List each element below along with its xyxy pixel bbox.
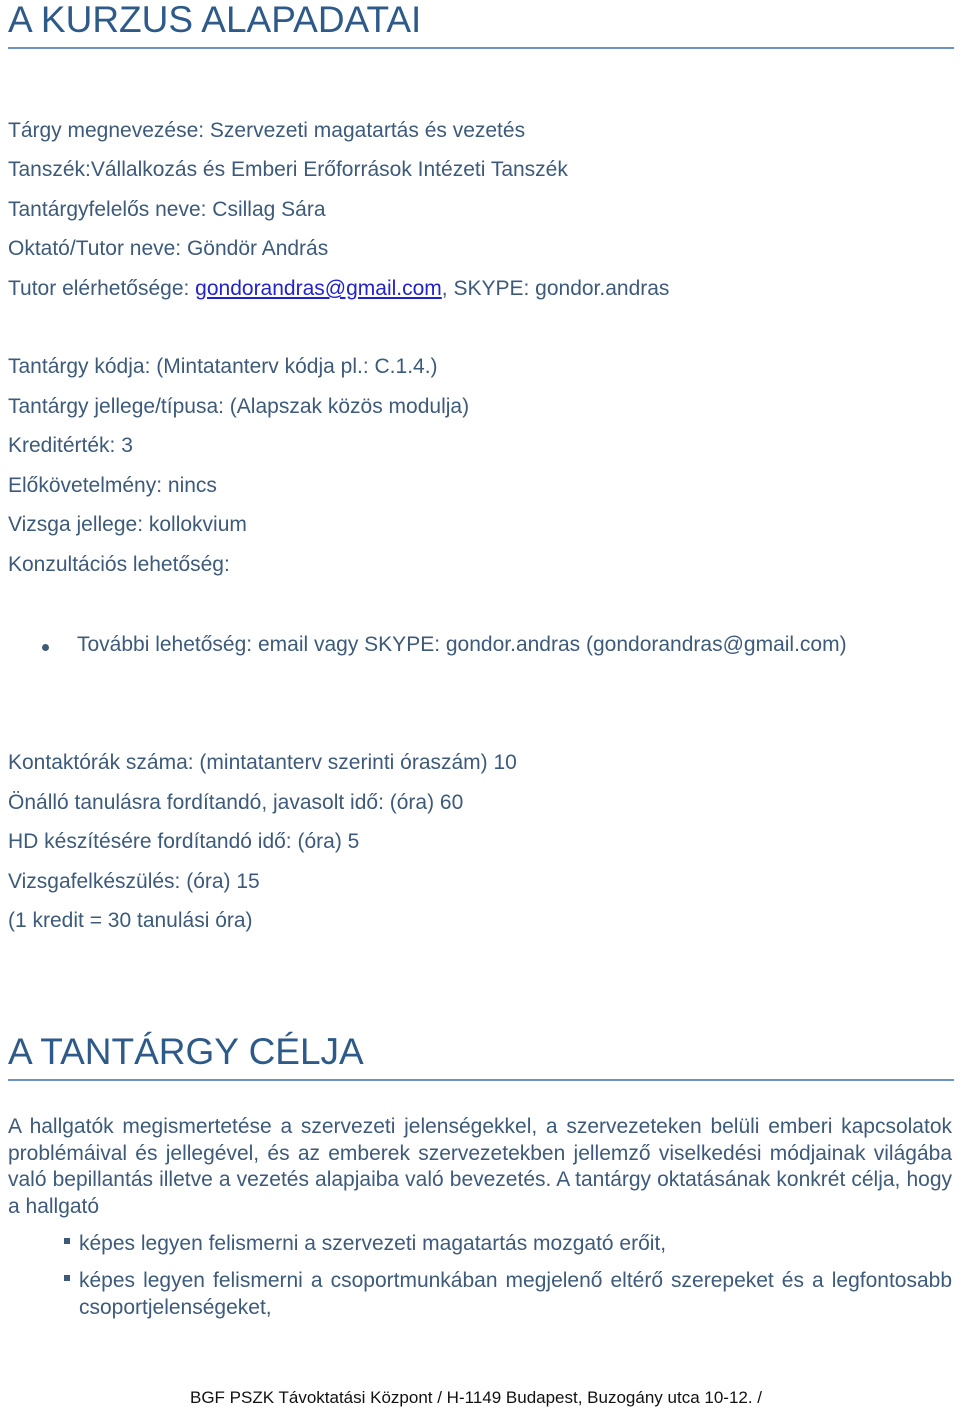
kreditertek: Kreditérték: 3 [8,434,133,457]
section-title-tantargy-celja: A TANTÁRGY CÉLJA [8,1032,954,1081]
vizsgafelkeszules: Vizsgafelkészülés: (óra) 15 [8,870,260,893]
onallo-tanulas: Önálló tanulásra fordítandó, javasolt idő: (óra) 60 [8,791,464,814]
section-title-kurzus-alapadatai: A KURZUS ALAPADATAI [8,0,954,49]
kredit-ora-megjegyzes: (1 kredit = 30 tanulási óra) [8,909,253,932]
tutor-elerhetoseg-label: Tutor elérhetősége: [8,277,196,300]
tutor-elerhetoseg [8,276,669,302]
konzultacios-lehetoseg: Konzultációs lehetőség: [8,553,230,576]
oktato-tutor: Oktató/Tutor neve: Göndör András [8,237,329,260]
tantargy-kod: Tantárgy kódja: (Mintatanterv kódja pl.: C.1.4.) [8,355,438,378]
elokovetelmeny: Előkövetelmény: nincs [8,474,217,497]
square-bullet [64,1275,70,1281]
tantargy-jelleg: Tantárgy jellege/típusa: (Alapszak közös modulja) [8,395,470,418]
cel-bekezdes: A hallgatók megismertetése a szervezeti jelenségekkel, a szervezeteken belüli emberi kapcsolatok problémáival és jellegével, és az emberek szervezetekben jellemző viselkedési módjainak világába való bepillantás illetve a vezetés alapjaiba való bevezetés. A tantárgy oktatásának konkrét célja, hogy a hallgató [8,1115,952,1218]
targy-megnevezese: Tárgy megnevezése: Szervezeti magatartás és vezetés [8,119,526,142]
cel-lista-elem: képes legyen felismerni a csoportmunkában megjelenő eltérő szerepeket és a legfontosabb csoportjelenségeket, [79,1269,952,1319]
tantargyfelelos: Tantárgyfelelős neve: Csillag Sára [8,198,326,221]
square-bullet [64,1238,70,1244]
cel-lista-elem: képes legyen felismerni a szervezeti magatartás mozgató erőit, [79,1232,667,1255]
tanszek: Tanszék:Vállalkozás és Emberi Erőforrások Intézeti Tanszék [8,158,568,181]
tutor-email-link[interactable]: gondorandras@gmail.com [195,277,442,300]
vizsga-jellege: Vizsga jellege: kollokvium [8,513,247,536]
kontaktorak: Kontaktórák száma: (mintatanterv szerinti óraszám) 10 [8,751,517,774]
page-footer: BGF PSZK Távoktatási Központ / H-1149 Budapest, Buzogány utca 10-12. / [190,1388,763,1407]
bullet-dot [42,644,49,651]
hd-keszites: HD készítésére fordítandó idő: (óra) 5 [8,830,360,853]
tutor-skype: , SKYPE: gondor.andras [441,277,670,300]
tovabbi-lehetoseg: További lehetőség: email vagy SKYPE: gondor.andras (gondorandras@gmail.com) [77,633,847,656]
